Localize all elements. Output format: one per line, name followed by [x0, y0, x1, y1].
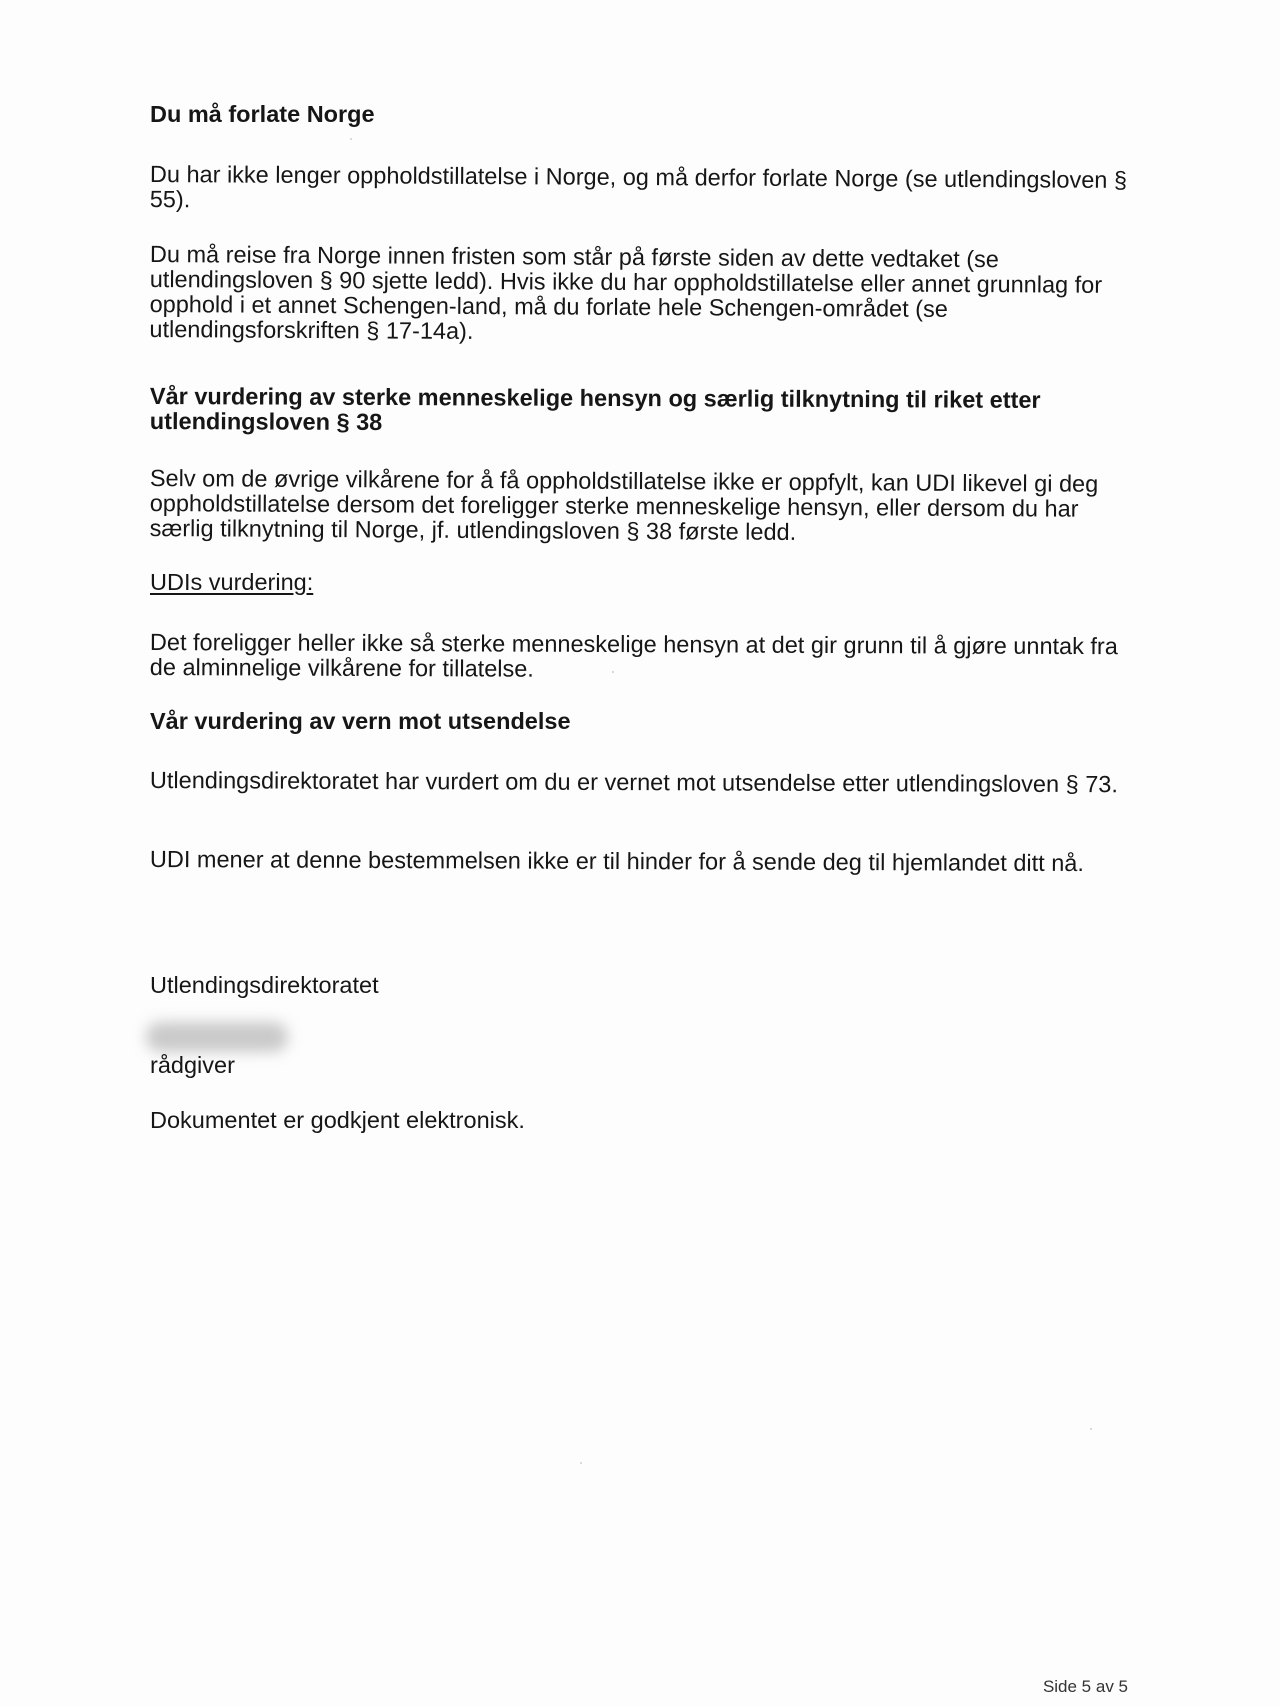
paragraph-forlate-norge: Du har ikke lenger oppholdstillatelse i Norge, og må derfor forlate Norge (se utlendingsloven § 55). [149, 161, 1128, 213]
scan-speck [350, 138, 352, 140]
redacted-signer-name [146, 1022, 288, 1052]
section-heading-forlate-norge: Du må forlate Norge [150, 101, 375, 127]
section-heading-sterke-hensyn: Vår vurdering av sterke menneskelige hensyn og særlig tilknytning til riket etter utlendingsloven § 38 [149, 383, 1041, 436]
scan-speck [612, 671, 614, 673]
signature-organization: Utlendingsdirektoratet [150, 972, 379, 998]
section-heading-vern: Vår vurdering av vern mot utsendelse [150, 708, 571, 734]
udi-vurdering-label: UDIs vurdering: [150, 569, 314, 595]
paragraph-vern-vurdert: Utlendingsdirektoratet har vurdert om du er vernet mot utsendelse etter utlendingsloven § 73. [149, 767, 1118, 798]
approval-note: Dokumentet er godkjent elektronisk. [150, 1107, 525, 1133]
paragraph-udi-vurdering: Det foreligger heller ikke så sterke menneskelige hensyn at det gir grunn til å gjøre unntak fra de alminnelige vilkårene for tillatelse. [149, 629, 1118, 682]
scan-speck [1090, 1428, 1092, 1430]
signature-title: rådgiver [150, 1052, 235, 1078]
paragraph-sterke-hensyn: Selv om de øvrige vilkårene for å få oppholdstillatelse ikke er oppfylt, kan UDI likevel gi deg oppholdstillatelse dersom det foreligger sterke menneskelige hensyn, eller dersom du har særlig tilknytning til Norge, jf. utlendingsloven § 38 første ledd. [149, 465, 1099, 545]
paragraph-vern-konklusjon: UDI mener at denne bestemmelsen ikke er til hinder for å sende deg til hjemlandet ditt nå. [149, 846, 1084, 877]
scan-speck [580, 1462, 582, 1464]
paragraph-reisefrist: Du må reise fra Norge innen fristen som står på første siden av dette vedtaket (se utlendingsloven § 90 sjette ledd). Hvis ikke du har oppholdstillatelse eller annet grunnlag for opphold i et annet Schengen-land, må du forlate hele Schengen-området (se utlendingsforskriften § 17-14a). [149, 241, 1103, 344]
page-indicator: Side 5 av 5 [1042, 1677, 1128, 1696]
